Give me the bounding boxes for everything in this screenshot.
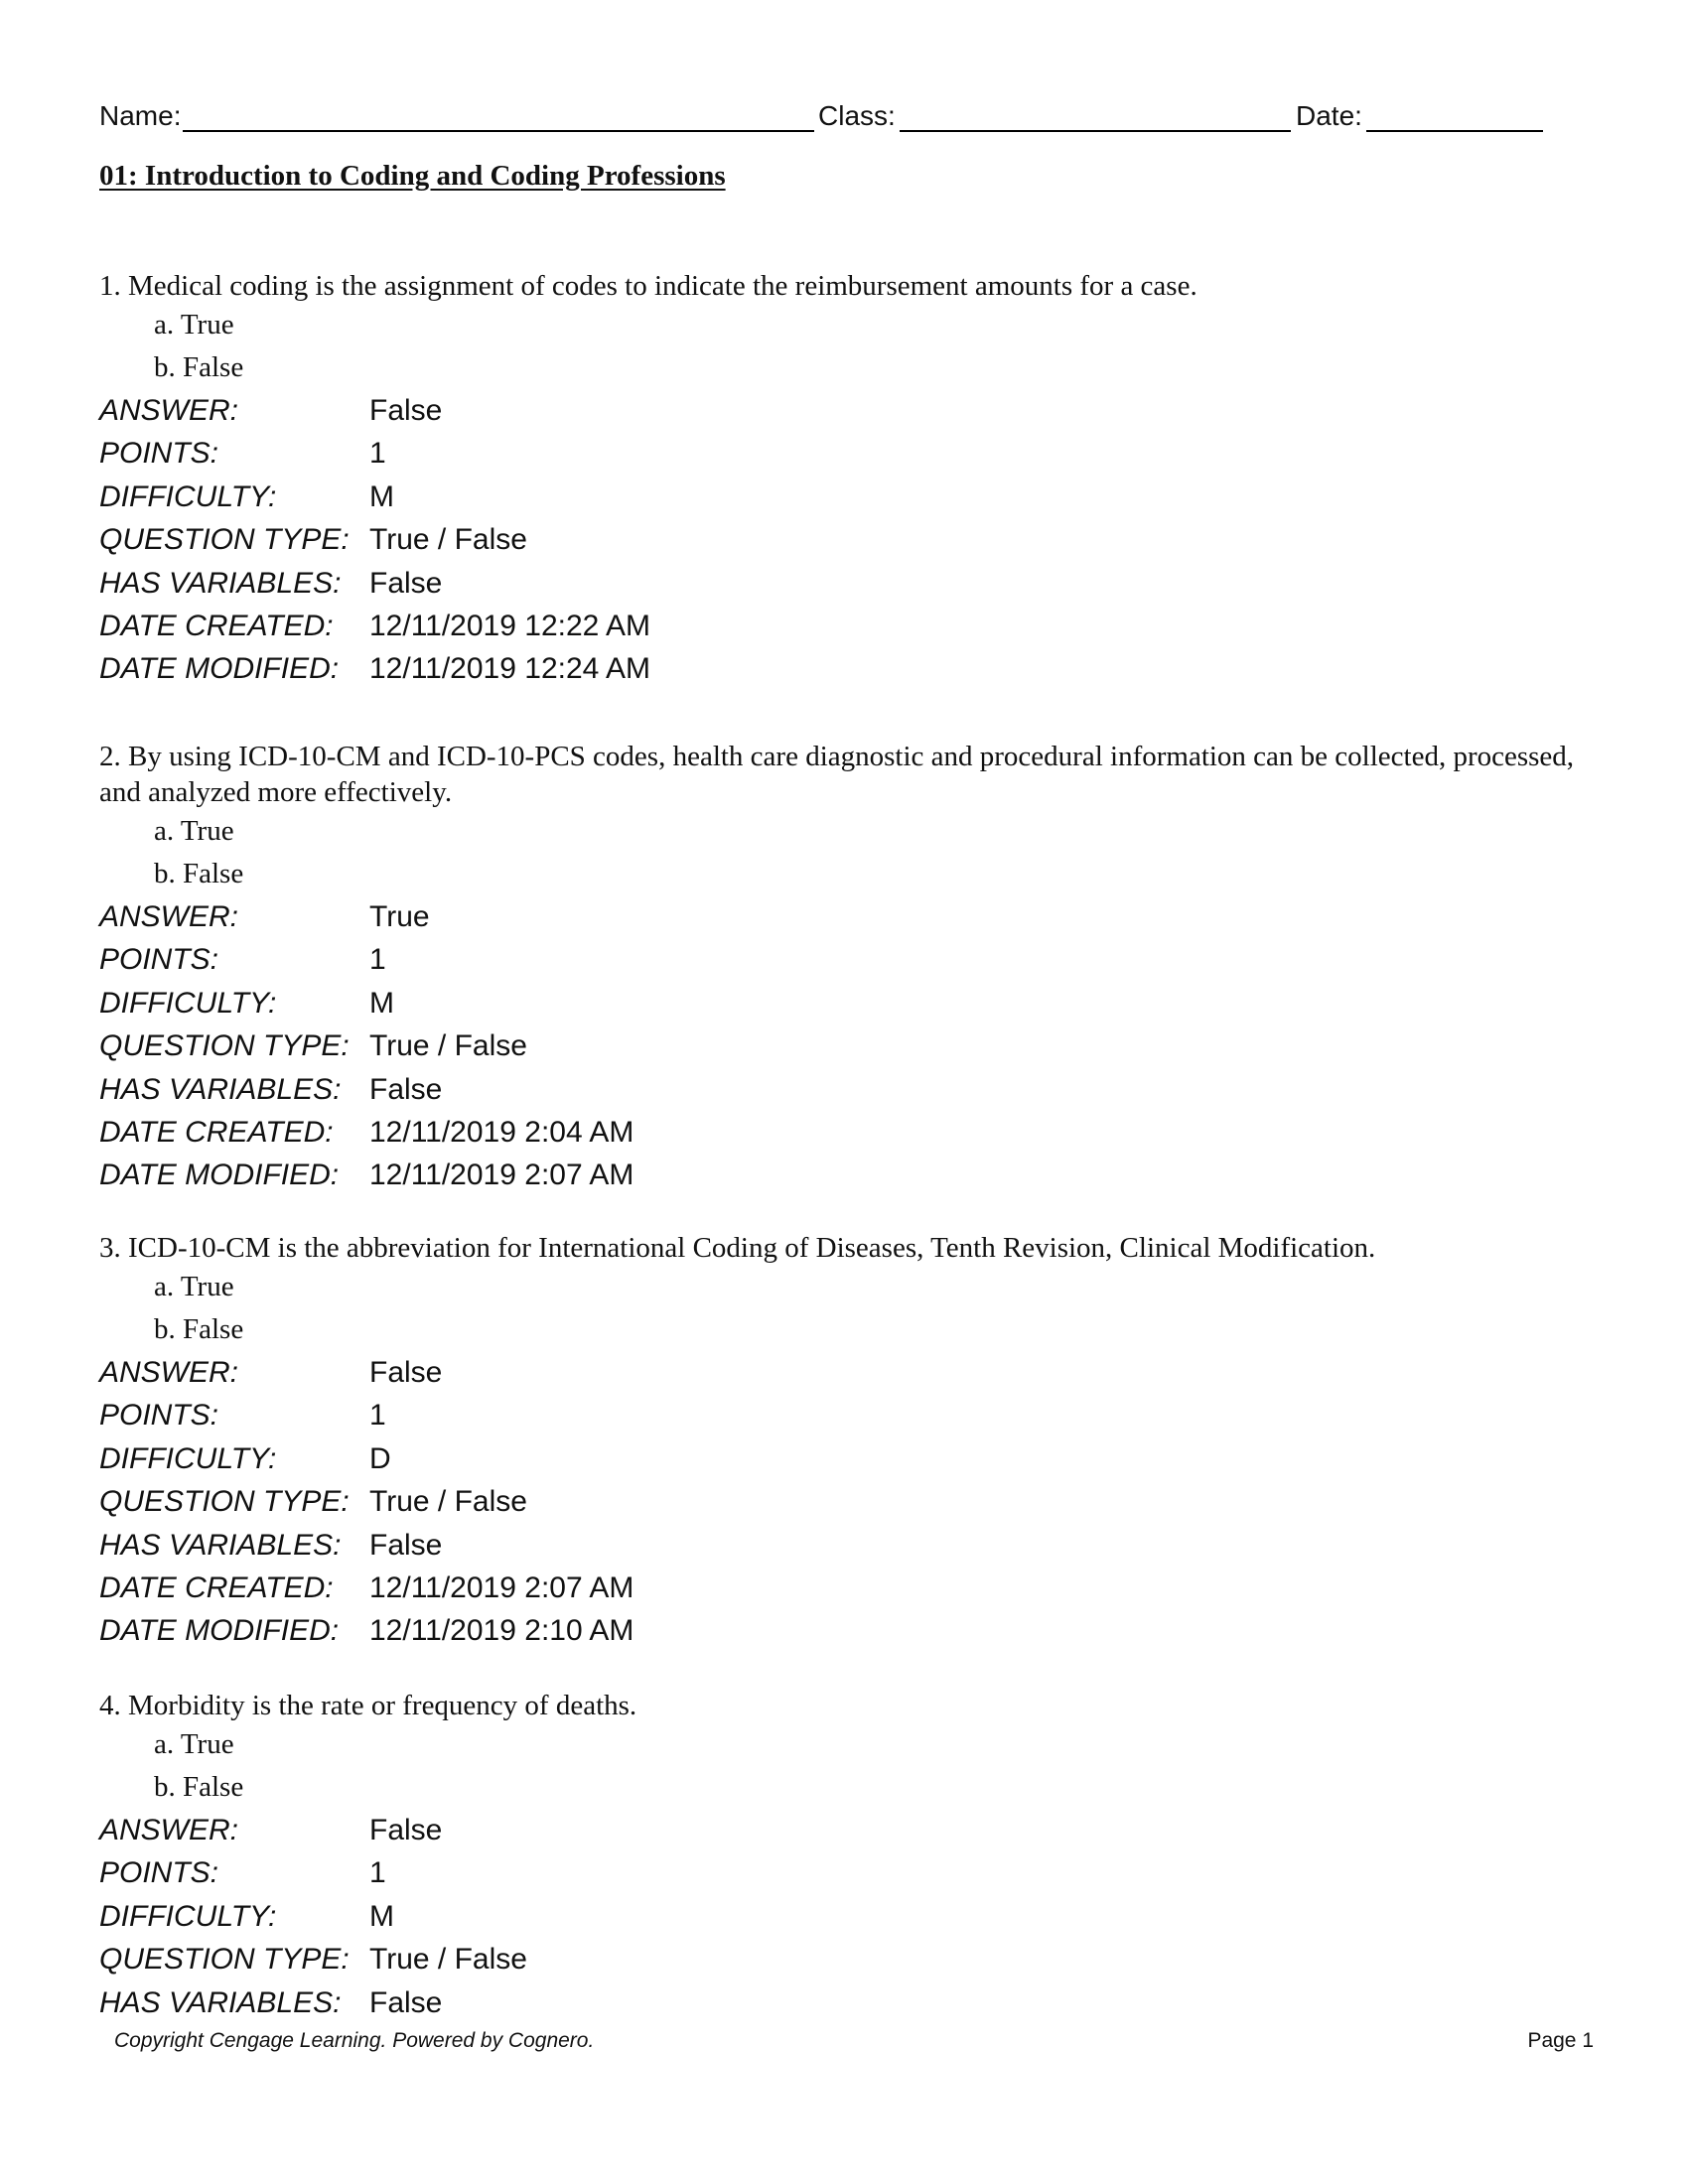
date-created-value: 12/11/2019 12:22 AM bbox=[369, 609, 651, 642]
name-label: Name: bbox=[99, 100, 182, 131]
answer-options bbox=[154, 1723, 1589, 1809]
page-title: 01: Introduction to Coding and Coding Professions bbox=[99, 160, 726, 192]
date-modified-row bbox=[99, 1609, 1589, 1652]
has-variables-row bbox=[99, 1524, 1589, 1567]
difficulty-row bbox=[99, 982, 1589, 1024]
option-true: a. True bbox=[154, 815, 234, 847]
points-row bbox=[99, 432, 1589, 475]
question-type-value: True / False bbox=[369, 1485, 527, 1519]
answer-value: False bbox=[369, 1814, 443, 1846]
points-row bbox=[99, 1851, 1589, 1894]
points-value: 1 bbox=[369, 1399, 386, 1433]
name-blank-line bbox=[183, 130, 814, 132]
option-true: a. True bbox=[154, 309, 234, 341]
question-type-row bbox=[99, 1024, 1589, 1067]
answer-value: False bbox=[369, 1356, 443, 1389]
date-created-label: DATE CREATED: bbox=[99, 1115, 334, 1149]
date-created-row bbox=[99, 605, 1589, 647]
has-variables-label: HAS VARIABLES: bbox=[99, 566, 342, 600]
question-type-row bbox=[99, 1480, 1589, 1523]
answer-row bbox=[99, 1809, 1589, 1851]
has-variables-label: HAS VARIABLES: bbox=[99, 1072, 342, 1106]
has-variables-label: HAS VARIABLES: bbox=[99, 1528, 342, 1562]
points-label: POINTS: bbox=[99, 437, 219, 471]
has-variables-row bbox=[99, 1981, 1589, 2024]
answer-options bbox=[154, 1266, 1589, 1351]
option-true: a. True bbox=[154, 1728, 234, 1760]
answer-label: ANSWER: bbox=[99, 394, 239, 427]
difficulty-label: DIFFICULTY: bbox=[99, 1899, 277, 1933]
points-label: POINTS: bbox=[99, 1399, 219, 1433]
difficulty-value: M bbox=[369, 479, 394, 513]
has-variables-label: HAS VARIABLES: bbox=[99, 1985, 342, 2019]
date-modified-value: 12/11/2019 2:10 AM bbox=[369, 1614, 634, 1648]
difficulty-label: DIFFICULTY: bbox=[99, 986, 277, 1020]
question-type-value: True / False bbox=[369, 1943, 527, 1977]
answer-value: True bbox=[369, 900, 430, 933]
question-type-label: QUESTION TYPE: bbox=[99, 1485, 350, 1519]
date-created-label: DATE CREATED: bbox=[99, 1570, 334, 1604]
page-number: Page 1 bbox=[1527, 2029, 1594, 2052]
question-type-label: QUESTION TYPE: bbox=[99, 1943, 350, 1977]
date-label: Date: bbox=[1296, 100, 1362, 131]
points-value: 1 bbox=[369, 1856, 386, 1890]
difficulty-value: M bbox=[369, 1899, 394, 1933]
answer-value: False bbox=[369, 394, 443, 427]
difficulty-value: M bbox=[369, 986, 394, 1020]
difficulty-row bbox=[99, 1437, 1589, 1480]
date-created-row bbox=[99, 1111, 1589, 1154]
answer-options bbox=[154, 810, 1589, 895]
points-value: 1 bbox=[369, 437, 386, 471]
question-type-label: QUESTION TYPE: bbox=[99, 1029, 350, 1063]
has-variables-row bbox=[99, 562, 1589, 605]
difficulty-value: D bbox=[369, 1441, 391, 1475]
has-variables-value: False bbox=[369, 1072, 443, 1106]
question-type-row bbox=[99, 1938, 1589, 1980]
option-false: b. False bbox=[154, 351, 244, 383]
answer-row bbox=[99, 389, 1589, 432]
difficulty-row bbox=[99, 1895, 1589, 1938]
question-type-row bbox=[99, 518, 1589, 561]
date-modified-row bbox=[99, 647, 1589, 690]
question-text: 3. ICD-10-CM is the abbreviation for International Coding of Diseases, Tenth Revision, Clinical Modification. bbox=[99, 1232, 1376, 1264]
has-variables-row bbox=[99, 1068, 1589, 1111]
answer-options bbox=[154, 304, 1589, 389]
difficulty-label: DIFFICULTY: bbox=[99, 1441, 277, 1475]
date-created-label: DATE CREATED: bbox=[99, 609, 334, 642]
date-modified-value: 12/11/2019 2:07 AM bbox=[369, 1159, 634, 1192]
date-modified-label: DATE MODIFIED: bbox=[99, 652, 340, 686]
points-label: POINTS: bbox=[99, 1856, 219, 1890]
question-block bbox=[99, 1230, 1589, 1653]
has-variables-value: False bbox=[369, 1528, 443, 1562]
answer-label: ANSWER: bbox=[99, 1814, 239, 1846]
answer-label: ANSWER: bbox=[99, 1356, 239, 1389]
date-blank-line bbox=[1366, 130, 1543, 132]
points-label: POINTS: bbox=[99, 943, 219, 977]
date-created-value: 12/11/2019 2:07 AM bbox=[369, 1570, 634, 1604]
points-row bbox=[99, 1394, 1589, 1436]
date-modified-label: DATE MODIFIED: bbox=[99, 1614, 340, 1648]
difficulty-label: DIFFICULTY: bbox=[99, 479, 277, 513]
option-false: b. False bbox=[154, 1771, 244, 1803]
answer-row bbox=[99, 895, 1589, 938]
worksheet-page bbox=[99, 94, 1589, 2019]
question-type-value: True / False bbox=[369, 523, 527, 557]
question-text: 1. Medical coding is the assignment of codes to indicate the reimbursement amounts for a case. bbox=[99, 270, 1197, 302]
date-created-value: 12/11/2019 2:04 AM bbox=[369, 1115, 634, 1149]
question-type-label: QUESTION TYPE: bbox=[99, 523, 350, 557]
answer-row bbox=[99, 1351, 1589, 1394]
date-created-row bbox=[99, 1567, 1589, 1609]
option-false: b. False bbox=[154, 1313, 244, 1345]
answer-label: ANSWER: bbox=[99, 900, 239, 933]
date-modified-row bbox=[99, 1154, 1589, 1196]
option-true: a. True bbox=[154, 1271, 234, 1302]
question-block bbox=[99, 739, 1589, 1197]
copyright-notice: Copyright Cengage Learning. Powered by Cognero. bbox=[114, 2029, 595, 2052]
has-variables-value: False bbox=[369, 566, 443, 600]
question-text: 4. Morbidity is the rate or frequency of deaths. bbox=[99, 1690, 637, 1721]
date-modified-label: DATE MODIFIED: bbox=[99, 1159, 340, 1192]
question-type-value: True / False bbox=[369, 1029, 527, 1063]
points-row bbox=[99, 938, 1589, 981]
class-blank-line bbox=[900, 130, 1291, 132]
points-value: 1 bbox=[369, 943, 386, 977]
date-modified-value: 12/11/2019 12:24 AM bbox=[369, 652, 651, 686]
class-label: Class: bbox=[818, 100, 896, 131]
has-variables-value: False bbox=[369, 1985, 443, 2019]
question-block bbox=[99, 1688, 1589, 2024]
difficulty-row bbox=[99, 476, 1589, 518]
question-block bbox=[99, 268, 1589, 691]
question-text: 2. By using ICD-10-CM and ICD-10-PCS codes, health care diagnostic and procedural information can be collected, processed, and analyzed more effectively. bbox=[99, 741, 1575, 808]
student-info-header bbox=[99, 94, 1589, 138]
option-false: b. False bbox=[154, 858, 244, 889]
